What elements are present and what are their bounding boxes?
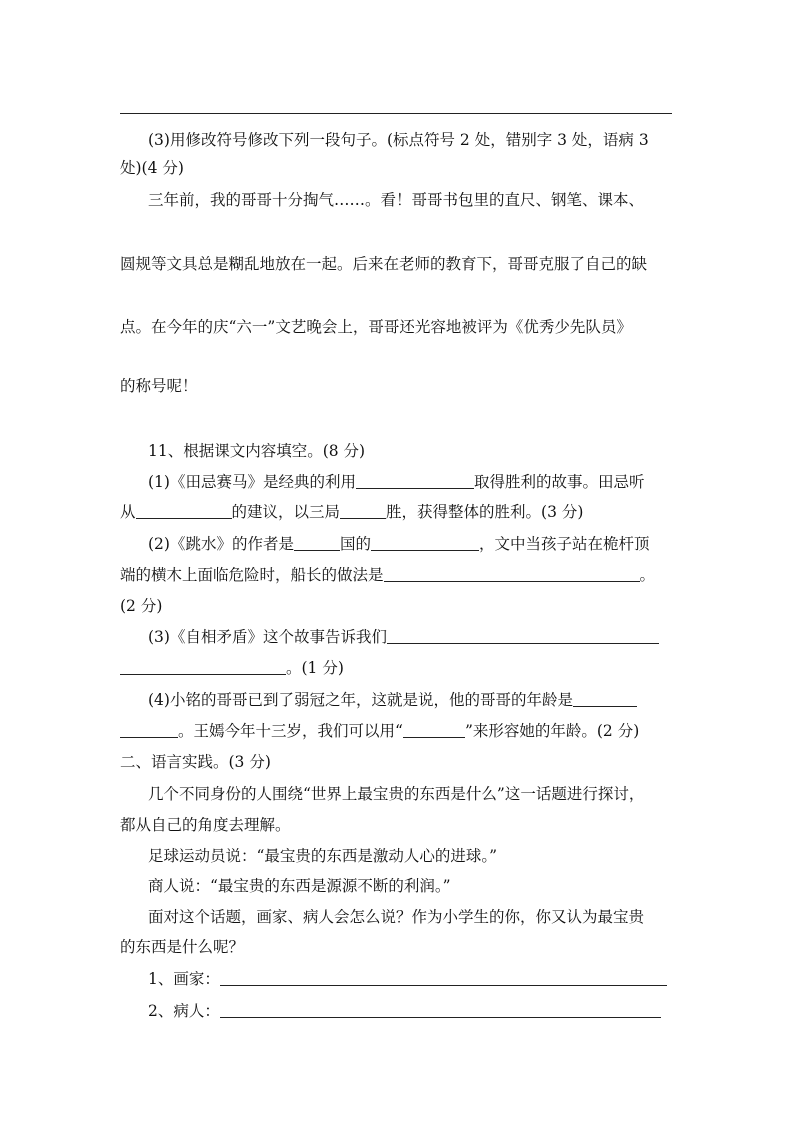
answer-painter-blank[interactable] [220, 970, 667, 986]
sec2-ask-line1: 面对这个话题，画家、病人会怎么说？作为小学生的你，你又认为最宝贵 [148, 908, 645, 926]
q11-item4-line2 [120, 721, 639, 741]
q11-1-blank-1[interactable] [356, 473, 474, 489]
q3-passage-line3: 点。在今年的庆“六一”文艺晚会上，哥哥还光容地被评为《优秀少先队员》 [120, 318, 632, 336]
answer-patient-blank[interactable] [220, 1002, 661, 1018]
q11-3-text-b: 。(1 分) [286, 659, 344, 677]
q3-prompt-line1: (3)用修改符号修改下列一段句子。(标点符号 2 处，错别字 3 处，语病 3 [148, 131, 649, 149]
sec2-intro-line2: 都从自己的角度去理解。 [120, 816, 291, 834]
q3-prompt-line2: 处)(4 分) [120, 159, 184, 177]
q11-3-blank-2[interactable] [120, 659, 286, 675]
q11-item2-line2 [120, 565, 655, 585]
q11-4-blank-1[interactable] [573, 691, 637, 707]
q11-4-text-b: 。王嫣今年十三岁，我们可以用“ [178, 722, 403, 740]
q11-1-text-d: 的建议，以三局 [231, 503, 341, 521]
q11-title: 11、根据课文内容填空。(8 分) [148, 442, 366, 460]
answer-painter-line [148, 969, 667, 989]
q11-4-text-a: (4)小铭的哥哥已到了弱冠之年，这就是说，他的哥哥的年龄是 [148, 691, 573, 709]
answer-patient-label: 2、病人： [148, 1002, 220, 1020]
q11-2-text-c: ，文中当孩子站在桅杆顶 [478, 535, 650, 553]
q11-item3-line1 [148, 627, 659, 647]
q11-2-text-a: (2)《跳水》的作者是 [148, 535, 294, 553]
q11-item2-line3: (2 分) [120, 597, 163, 615]
q11-1-blank-3[interactable] [340, 503, 386, 519]
q11-4-blank-3[interactable] [403, 722, 465, 738]
sec2-intro-line1: 几个不同身份的人围绕“世界上最宝贵的东西是什么”这一话题进行探讨， [148, 785, 645, 803]
q3-passage-line4: 的称号呢！ [120, 377, 198, 395]
q11-item3-line2 [120, 658, 344, 678]
q11-2-text-e: 。 [639, 566, 656, 584]
sec2-quote-footballer: 足球运动员说：“最宝贵的东西是激动人心的进球。” [148, 847, 498, 865]
q11-1-text-a: (1)《田忌赛马》是经典的利用 [148, 473, 356, 491]
q3-passage-line2: 圆规等文具总是糊乱地放在一起。后来在老师的教育下，哥哥克服了自己的缺 [120, 255, 648, 273]
q11-3-text-a: (3)《自相矛盾》这个故事告诉我们 [148, 628, 387, 646]
q11-2-text-d: 端的横木上面临危险时，船长的做法是 [120, 566, 384, 584]
sec2-quote-merchant: 商人说：“最宝贵的东西是源源不断的利润。” [148, 877, 451, 895]
sec2-title: 二、语言实践。(3 分) [120, 753, 271, 771]
q11-2-blank-1[interactable] [294, 535, 340, 551]
q11-1-text-c: 从 [120, 503, 136, 521]
q11-4-text-c: ”来形容她的年龄。(2 分) [464, 722, 640, 740]
answer-patient-line [148, 1001, 661, 1021]
sec2-ask-line2: 的东西是什么呢？ [120, 938, 245, 956]
q11-item2-line1 [148, 534, 650, 554]
answer-painter-label: 1、画家： [148, 970, 220, 988]
top-rule [120, 113, 672, 114]
q11-item1-line2 [120, 502, 583, 522]
q11-4-blank-2[interactable] [120, 722, 178, 738]
q11-1-text-b: 取得胜利的故事。田忌听 [473, 473, 645, 491]
q11-2-blank-2[interactable] [371, 535, 479, 551]
q11-2-text-b: 国的 [339, 535, 371, 553]
q3-passage-line1: 三年前，我的哥哥十分掏气……。看！哥哥书包里的直尺、钢笔、课本、 [148, 191, 645, 209]
q11-2-blank-3[interactable] [384, 566, 640, 582]
q11-item4-line1 [148, 690, 637, 710]
q11-1-blank-2[interactable] [136, 503, 232, 519]
q11-3-blank-1[interactable] [387, 628, 659, 644]
q11-1-text-e: 胜，获得整体的胜利。(3 分) [386, 503, 584, 521]
q11-item1-line1 [148, 472, 644, 492]
